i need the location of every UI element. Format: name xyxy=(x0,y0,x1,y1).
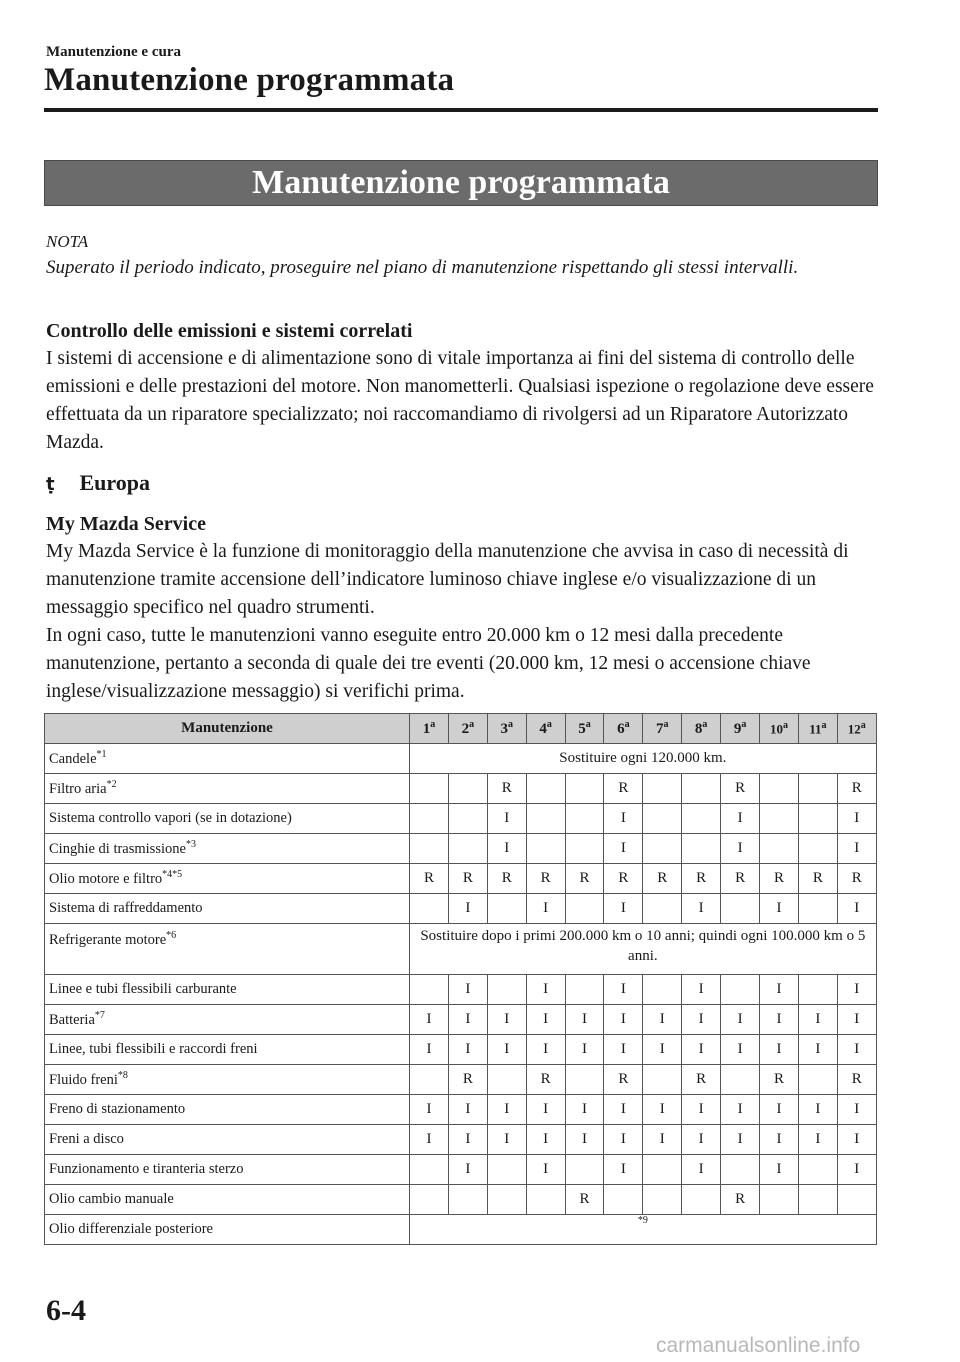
table-cell xyxy=(643,975,682,1005)
table-cell xyxy=(760,834,799,864)
table-cell: I xyxy=(565,1125,604,1155)
row-label-text: Linee, tubi flessibili e raccordi freni xyxy=(49,1041,258,1057)
row-label-text: Freni a disco xyxy=(49,1131,124,1147)
row-label xyxy=(45,1065,410,1095)
page-title: Manutenzione programmata xyxy=(44,62,455,98)
table-cell xyxy=(643,804,682,834)
row-label-text: Linee e tubi flessibili carburante xyxy=(49,981,237,997)
table-cell xyxy=(448,1185,487,1215)
table-cell: I xyxy=(682,1005,721,1035)
table-cell xyxy=(643,1185,682,1215)
table-cell: R xyxy=(448,864,487,894)
interval-number: 9 xyxy=(733,721,742,737)
table-cell: R xyxy=(643,864,682,894)
row-label-text: Olio cambio manuale xyxy=(49,1191,174,1207)
table-cell xyxy=(682,834,721,864)
footnote-ref: *4*5 xyxy=(162,869,183,881)
interval-number: 7 xyxy=(656,721,664,737)
table-row xyxy=(45,1125,877,1155)
table-row xyxy=(45,1035,877,1065)
table-cell: I xyxy=(837,975,876,1005)
table-cell: R xyxy=(721,864,760,894)
table-cell xyxy=(798,1065,837,1095)
table-cell: I xyxy=(837,1035,876,1065)
footnote-ref: *1 xyxy=(96,749,107,761)
interval-number: 2 xyxy=(461,721,470,737)
table-cell: I xyxy=(526,1155,565,1185)
ordinal-suffix: a xyxy=(702,719,708,730)
table-cell xyxy=(410,1155,449,1185)
table-cell xyxy=(410,894,449,924)
table-cell: I xyxy=(721,834,760,864)
footnote-ref: *6 xyxy=(166,930,177,941)
table-cell: I xyxy=(604,1095,643,1125)
table-cell: I xyxy=(643,1035,682,1065)
table-cell: I xyxy=(604,894,643,924)
row-label xyxy=(45,1155,410,1185)
table-cell xyxy=(760,804,799,834)
table-row xyxy=(45,1095,877,1125)
table-cell: I xyxy=(410,1125,449,1155)
table-cell: I xyxy=(721,1095,760,1125)
row-label-text: Fluido freni xyxy=(49,1071,118,1088)
row-label-text: Candele xyxy=(49,750,97,767)
table-cell: I xyxy=(682,1155,721,1185)
table-cell: I xyxy=(410,1005,449,1035)
table-cell: I xyxy=(837,1005,876,1035)
table-cell: I xyxy=(565,1035,604,1065)
table-cell: I xyxy=(526,975,565,1005)
table-cell: I xyxy=(798,1035,837,1065)
table-cell: I xyxy=(837,894,876,924)
table-cell xyxy=(410,1185,449,1215)
interval-number: 4 xyxy=(539,721,547,737)
table-row xyxy=(45,1005,877,1035)
row-label-text: Freno di stazionamento xyxy=(49,1101,186,1117)
table-cell: I xyxy=(604,975,643,1005)
row-label-text: Olio differenziale posteriore xyxy=(49,1221,213,1237)
service-text-2: In ogni caso, tutte le manutenzioni vanno eseguite entro 20.000 km o 12 mesi dalla precedente manutenzione, pertanto a seconda di quale dei tre eventi (20.000 km, 12 mesi o accensione chiave inglese/visualizzazione messaggio) si verifichi prima. xyxy=(46,625,811,702)
ordinal-suffix: a xyxy=(585,719,591,730)
header-interval-1 xyxy=(410,714,449,744)
table-cell xyxy=(448,834,487,864)
row-note xyxy=(410,1215,877,1245)
table-cell: I xyxy=(487,1005,526,1035)
table-row xyxy=(45,1155,877,1185)
table-cell: I xyxy=(837,1155,876,1185)
table-cell: I xyxy=(448,894,487,924)
table-cell xyxy=(682,774,721,804)
row-label-text: Sistema di raffreddamento xyxy=(49,900,203,916)
region-heading xyxy=(46,470,150,496)
ordinal-suffix: a xyxy=(782,719,788,731)
table-cell xyxy=(565,804,604,834)
table-cell xyxy=(526,804,565,834)
table-cell: I xyxy=(643,1005,682,1035)
row-label xyxy=(45,804,410,834)
table-cell: I xyxy=(487,1095,526,1125)
row-label-text: Refrigerante motore xyxy=(49,931,167,948)
ordinal-suffix: a xyxy=(469,719,475,730)
table-row xyxy=(45,1065,877,1095)
interval-number: 10 xyxy=(769,721,783,737)
table-cell: I xyxy=(721,804,760,834)
row-label xyxy=(45,924,410,975)
table-row xyxy=(45,894,877,924)
table-row xyxy=(45,834,877,864)
table-cell xyxy=(565,975,604,1005)
table-cell xyxy=(448,804,487,834)
table-cell xyxy=(410,1065,449,1095)
row-label xyxy=(45,1125,410,1155)
ordinal-suffix: a xyxy=(821,719,827,731)
table-cell: R xyxy=(487,864,526,894)
table-row xyxy=(45,804,877,834)
header-rule xyxy=(44,108,878,112)
bullet-icon: ṭ xyxy=(46,474,55,495)
table-cell xyxy=(526,1185,565,1215)
ordinal-suffix: a xyxy=(741,719,747,730)
table-cell xyxy=(565,774,604,804)
maintenance-table xyxy=(44,713,877,1245)
table-cell xyxy=(682,1185,721,1215)
table-cell xyxy=(798,975,837,1005)
table-cell: I xyxy=(798,1125,837,1155)
table-row xyxy=(45,975,877,1005)
header-interval-9 xyxy=(721,714,760,744)
table-cell: I xyxy=(448,1005,487,1035)
header-interval-11 xyxy=(798,714,837,744)
footnote-ref: *2 xyxy=(106,779,117,791)
header-interval-10 xyxy=(760,714,799,744)
table-cell xyxy=(798,1155,837,1185)
table-cell: I xyxy=(760,1155,799,1185)
section-banner: Manutenzione programmata xyxy=(44,160,878,206)
table-cell: I xyxy=(721,1005,760,1035)
table-cell xyxy=(526,834,565,864)
table-cell: I xyxy=(760,975,799,1005)
interval-number: 12 xyxy=(847,721,861,737)
table-cell: R xyxy=(604,864,643,894)
header-interval-8 xyxy=(682,714,721,744)
table-cell: I xyxy=(837,1125,876,1155)
header-interval-2 xyxy=(448,714,487,744)
table-cell: I xyxy=(837,1095,876,1125)
table-cell: I xyxy=(448,1095,487,1125)
table-cell: I xyxy=(526,1095,565,1125)
table-cell: I xyxy=(487,804,526,834)
row-label-text: Filtro aria xyxy=(49,780,107,797)
table-cell xyxy=(410,804,449,834)
table-cell: I xyxy=(410,1095,449,1125)
table-cell: R xyxy=(798,864,837,894)
emissions-text: I sistemi di accensione e di alimentazione sono di vitale importanza ai fini del sistema di controllo delle emissioni e delle prestazioni del motore. Non manometterli. Qualsiasi ispezione o regolazione deve essere effettuata da un riparatore specializzato; noi raccomandiamo di rivolgersi ad un Riparatore Autorizzato Mazda. xyxy=(46,348,874,453)
row-label-text: Sistema controllo vapori (se in dotazione) xyxy=(49,810,292,826)
table-cell: I xyxy=(565,1095,604,1125)
row-label xyxy=(45,744,410,774)
footnote-ref: *7 xyxy=(94,1010,105,1022)
table-cell xyxy=(721,1155,760,1185)
interval-number: 6 xyxy=(617,721,625,737)
table-cell xyxy=(526,774,565,804)
table-cell xyxy=(448,774,487,804)
ordinal-suffix: a xyxy=(624,719,630,730)
table-cell: I xyxy=(604,1035,643,1065)
table-cell: I xyxy=(604,804,643,834)
table-cell: I xyxy=(682,1125,721,1155)
table-cell: I xyxy=(604,1005,643,1035)
header-maintenance: Manutenzione xyxy=(45,714,410,744)
row-label xyxy=(45,1005,410,1035)
table-cell: I xyxy=(798,1005,837,1035)
note-title: NOTA xyxy=(46,232,89,251)
table-cell xyxy=(798,894,837,924)
table-cell: R xyxy=(565,1185,604,1215)
table-cell: I xyxy=(604,1125,643,1155)
row-label xyxy=(45,894,410,924)
table-cell xyxy=(565,1155,604,1185)
table-cell: I xyxy=(760,1035,799,1065)
table-row xyxy=(45,924,877,975)
ordinal-suffix: a xyxy=(663,719,669,730)
footnote-ref: *3 xyxy=(185,839,196,851)
table-cell: I xyxy=(682,975,721,1005)
table-cell: I xyxy=(721,1035,760,1065)
table-cell xyxy=(565,1065,604,1095)
table-cell: I xyxy=(682,894,721,924)
row-label xyxy=(45,834,410,864)
table-cell: I xyxy=(760,1125,799,1155)
table-cell: R xyxy=(721,774,760,804)
table-cell: R xyxy=(760,1065,799,1095)
table-cell: I xyxy=(604,834,643,864)
service-text-1: My Mazda Service è la funzione di monitoraggio della manutenzione che avvisa in caso di necessità di manutenzione tramite accensione dell’indicatore luminoso chiave inglese e/o visualizzazione di un messaggio specifico nel quadro strumenti. xyxy=(46,541,849,618)
emissions-heading: Controllo delle emissioni e sistemi correlati xyxy=(46,320,413,342)
header-interval-5 xyxy=(565,714,604,744)
table-cell: I xyxy=(487,834,526,864)
table-cell: I xyxy=(798,1095,837,1125)
table-cell: R xyxy=(448,1065,487,1095)
table-cell: I xyxy=(682,1035,721,1065)
table-cell: I xyxy=(565,1005,604,1035)
table-cell xyxy=(682,804,721,834)
table-cell xyxy=(643,1155,682,1185)
table-cell: I xyxy=(526,1005,565,1035)
table-cell xyxy=(643,774,682,804)
table-cell xyxy=(798,1185,837,1215)
table-cell: I xyxy=(837,834,876,864)
table-cell: I xyxy=(526,1125,565,1155)
table-cell xyxy=(487,894,526,924)
footnote-ref: *9 xyxy=(637,1215,648,1226)
table-cell: I xyxy=(837,804,876,834)
row-label xyxy=(45,1185,410,1215)
table-cell: I xyxy=(448,1125,487,1155)
table-cell xyxy=(721,894,760,924)
table-cell: I xyxy=(487,1125,526,1155)
ordinal-suffix: a xyxy=(507,719,513,730)
table-cell xyxy=(487,1065,526,1095)
table-row xyxy=(45,864,877,894)
table-cell: I xyxy=(643,1095,682,1125)
row-label xyxy=(45,1095,410,1125)
table-header-row xyxy=(45,714,877,744)
row-note: Sostituire ogni 120.000 km. xyxy=(410,744,877,774)
table-cell xyxy=(760,1185,799,1215)
note-text: Superato il periodo indicato, proseguire nel piano di manutenzione rispettando gli stessi intervalli. xyxy=(46,257,799,278)
table-cell: R xyxy=(837,774,876,804)
table-cell xyxy=(760,774,799,804)
table-row xyxy=(45,774,877,804)
table-cell xyxy=(721,975,760,1005)
table-cell: R xyxy=(837,864,876,894)
interval-number: 5 xyxy=(578,721,586,737)
table-row xyxy=(45,1185,877,1215)
row-label xyxy=(45,864,410,894)
table-cell: I xyxy=(410,1035,449,1065)
table-cell: I xyxy=(682,1095,721,1125)
table-cell: R xyxy=(604,1065,643,1095)
table-cell xyxy=(721,1065,760,1095)
region-label: Europa xyxy=(79,470,151,495)
table-cell: I xyxy=(448,1035,487,1065)
table-cell xyxy=(410,774,449,804)
interval-number: 1 xyxy=(422,721,431,737)
row-label-text: Batteria xyxy=(49,1011,95,1028)
table-cell: R xyxy=(837,1065,876,1095)
row-label xyxy=(45,1035,410,1065)
table-cell: I xyxy=(760,1095,799,1125)
interval-number: 11 xyxy=(809,721,822,737)
interval-number: 3 xyxy=(500,721,508,737)
table-cell: I xyxy=(760,894,799,924)
service-heading: My Mazda Service xyxy=(46,513,206,535)
table-cell xyxy=(798,804,837,834)
header-interval-7 xyxy=(643,714,682,744)
table-cell: I xyxy=(487,1035,526,1065)
table-cell: I xyxy=(604,1155,643,1185)
table-cell xyxy=(837,1185,876,1215)
table-cell: R xyxy=(526,864,565,894)
table-cell: I xyxy=(760,1005,799,1035)
table-cell: R xyxy=(721,1185,760,1215)
row-note: Sostituire dopo i primi 200.000 km o 10 anni; quindi ogni 100.000 km o 5 anni. xyxy=(410,924,877,975)
ordinal-suffix: a xyxy=(860,719,866,731)
page-number: 6-4 xyxy=(46,1294,86,1327)
row-label xyxy=(45,774,410,804)
table-cell: R xyxy=(682,864,721,894)
table-row xyxy=(45,1215,877,1245)
table-cell xyxy=(643,894,682,924)
footnote-ref: *8 xyxy=(117,1070,128,1082)
table-cell xyxy=(410,834,449,864)
header-interval-12 xyxy=(837,714,876,744)
table-cell: R xyxy=(682,1065,721,1095)
table-cell xyxy=(798,834,837,864)
table-cell xyxy=(798,774,837,804)
row-label-text: Funzionamento e tiranteria sterzo xyxy=(49,1161,244,1177)
table-cell xyxy=(410,975,449,1005)
table-cell xyxy=(604,1185,643,1215)
table-cell xyxy=(487,1185,526,1215)
section-label: Manutenzione e cura xyxy=(46,44,181,60)
table-cell xyxy=(487,975,526,1005)
row-label xyxy=(45,975,410,1005)
table-cell: R xyxy=(760,864,799,894)
table-cell: R xyxy=(526,1065,565,1095)
table-cell xyxy=(487,1155,526,1185)
table-cell xyxy=(565,894,604,924)
table-cell: I xyxy=(448,1155,487,1185)
table-cell: I xyxy=(721,1125,760,1155)
watermark: carmanualsonline.info xyxy=(656,1334,861,1357)
header-interval-6 xyxy=(604,714,643,744)
table-cell: R xyxy=(487,774,526,804)
table-cell: R xyxy=(410,864,449,894)
table-cell: I xyxy=(448,975,487,1005)
table-cell: I xyxy=(526,894,565,924)
ordinal-suffix: a xyxy=(546,719,552,730)
table-cell xyxy=(643,834,682,864)
table-cell xyxy=(565,834,604,864)
row-label xyxy=(45,1215,410,1245)
interval-number: 8 xyxy=(694,721,703,737)
table-cell: R xyxy=(565,864,604,894)
header-interval-3 xyxy=(487,714,526,744)
table-cell: I xyxy=(526,1035,565,1065)
table-cell: I xyxy=(643,1125,682,1155)
table-cell xyxy=(643,1065,682,1095)
table-row xyxy=(45,744,877,774)
header-interval-4 xyxy=(526,714,565,744)
ordinal-suffix: a xyxy=(430,719,436,730)
row-label-text: Olio motore e filtro xyxy=(49,870,163,887)
row-label-text: Cinghie di trasmissione xyxy=(49,840,186,857)
table-cell: R xyxy=(604,774,643,804)
